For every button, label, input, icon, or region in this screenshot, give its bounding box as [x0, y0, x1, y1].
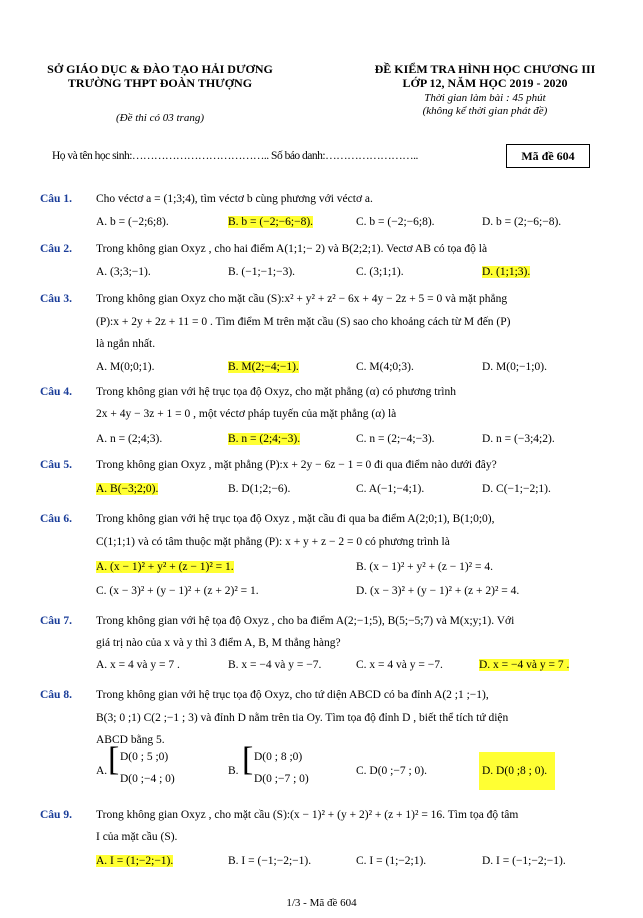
- grade-year: LỚP 12, NĂM HỌC 2019 - 2020: [402, 76, 568, 90]
- option-d-answer[interactable]: D. D(0 ;8 ; 0).: [479, 752, 555, 790]
- question-number: Câu 2.: [40, 243, 72, 255]
- question-text-line-1: Trong không gian với hệ trục tọa độ Oxyz , mặt cầu đi qua ba điểm A(2;0;1), B(1;0;0),: [96, 513, 495, 525]
- option-b-answer[interactable]: B. M(2;−4;−1).: [228, 361, 299, 373]
- question-number: Câu 4.: [40, 386, 72, 398]
- question-number: Câu 1.: [40, 193, 72, 205]
- question-number: Câu 3.: [40, 293, 72, 305]
- option-b-case-1: D(0 ; 8 ;0): [254, 751, 303, 763]
- option-a-case-1: D(0 ; 5 ;0): [120, 751, 169, 763]
- option-a[interactable]: A.: [96, 765, 108, 777]
- option-d[interactable]: D. b = (2;−6;−8).: [482, 216, 562, 228]
- option-c[interactable]: C. (3;1;1).: [356, 266, 404, 278]
- option-a-answer[interactable]: A. I = (1;−2;−1).: [96, 855, 174, 867]
- exam-title: ĐỀ KIỂM TRA HÌNH HỌC CHƯƠNG III: [374, 62, 596, 76]
- option-c[interactable]: C. I = (1;−2;1).: [356, 855, 427, 867]
- option-c[interactable]: C. b = (−2;−6;8).: [356, 216, 435, 228]
- question-text: Trong không gian Oxyz , mặt phẳng (P):x + 2y − 6z − 1 = 0 đi qua điểm nào dưới đây?: [96, 459, 497, 471]
- question-text-line-2: C(1;1;1) và có tâm thuộc mặt phẳng (P): x + y + z − 2 = 0 có phương trình là: [96, 536, 450, 548]
- option-a[interactable]: A. (3;3;−1).: [96, 266, 151, 278]
- option-c[interactable]: C. (x − 3)² + (y − 1)² + (z + 2)² = 1.: [96, 585, 259, 597]
- option-d-answer[interactable]: D. x = −4 và y = 7 .: [479, 659, 570, 671]
- bracket-icon: [: [242, 741, 254, 778]
- page-footer: 1/3 - Mã đề 604: [286, 897, 357, 909]
- option-a-answer[interactable]: A. B(−3;2;0).: [96, 483, 159, 495]
- question-number: Câu 9.: [40, 809, 72, 821]
- question-text-line-2: giá trị nào của x và y thì 3 điểm A, B, M thẳng hàng?: [96, 637, 341, 649]
- option-a-answer[interactable]: A. (x − 1)² + y² + (z − 1)² = 1.: [96, 561, 234, 573]
- school-name: TRƯỜNG THPT ĐOÀN THƯỢNG: [67, 76, 253, 90]
- exam-code-box: Mã đề 604: [506, 144, 590, 168]
- option-d[interactable]: D. M(0;−1;0).: [482, 361, 547, 373]
- question-text-line-3: ABCD bằng 5.: [96, 734, 165, 746]
- option-c[interactable]: C. x = 4 và y = −7.: [356, 659, 443, 671]
- question-number: Câu 5.: [40, 459, 72, 471]
- question-text-line-2: 2x + 4y − 3z + 1 = 0 , một véctơ pháp tuyến của mặt phẳng (α) là: [96, 408, 397, 420]
- option-a[interactable]: A. x = 4 và y = 7 .: [96, 659, 180, 671]
- question-text-line-3: là ngắn nhất.: [96, 338, 156, 350]
- question-text-line-2: B(3; 0 ;1) C(2 ;−1 ; 3) và đỉnh D nằm trên tia Oy. Tìm tọa độ đỉnh D , biết thể tích tứ diện: [96, 712, 509, 724]
- option-d[interactable]: D. n = (−3;4;2).: [482, 433, 555, 445]
- question-number: Câu 7.: [40, 615, 72, 627]
- option-d[interactable]: D. (x − 3)² + (y − 1)² + (z + 2)² = 4.: [356, 585, 520, 597]
- question-text-line-2: I của mặt cầu (S).: [96, 831, 178, 843]
- option-c[interactable]: C. D(0 ;−7 ; 0).: [356, 765, 428, 777]
- duration: Thời gian làm bài : 45 phút: [424, 92, 546, 104]
- option-b[interactable]: B.: [228, 765, 239, 777]
- question-text-line-1: Trong không gian với hệ tọa độ Oxyz , cho ba điểm A(2;−1;5), B(5;−5;7) và M(x;y;1). Với: [96, 615, 515, 627]
- question-number: Câu 6.: [40, 513, 72, 525]
- option-a-case-2: D(0 ;−4 ; 0): [120, 773, 175, 785]
- option-b[interactable]: B. (x − 1)² + y² + (z − 1)² = 4.: [356, 561, 493, 573]
- bracket-icon: [: [108, 741, 120, 778]
- option-b[interactable]: B. (−1;−1;−3).: [228, 266, 296, 278]
- option-b[interactable]: B. D(1;2;−6).: [228, 483, 291, 495]
- question-text-line-1: Trong không gian với hệ trục tọa độ Oxyz, cho tứ diện ABCD có ba đỉnh A(2 ;1 ;−1),: [96, 689, 489, 701]
- question-text-line-1: Trong không gian Oxyz cho mặt cầu (S):x² + y² + z² − 6x + 4y − 2z + 5 = 0 và mặt phẳng: [96, 293, 508, 305]
- option-a[interactable]: A. b = (−2;6;8).: [96, 216, 169, 228]
- option-b-answer[interactable]: B. b = (−2;−6;−8).: [228, 216, 314, 228]
- option-b-case-2: D(0 ;−7 ; 0): [254, 773, 309, 785]
- option-c[interactable]: C. A(−1;−4;1).: [356, 483, 425, 495]
- option-c[interactable]: C. n = (2;−4;−3).: [356, 433, 435, 445]
- option-b-answer[interactable]: B. n = (2;4;−3).: [228, 433, 301, 445]
- pages-note: (Đề thi có 03 trang): [116, 112, 204, 124]
- option-c[interactable]: C. M(4;0;3).: [356, 361, 414, 373]
- option-d-answer[interactable]: D. (1;1;3).: [482, 266, 531, 278]
- question-text: Cho véctơ a = (1;3;4), tìm véctơ b cùng phương với véctơ a.: [96, 193, 373, 205]
- question-text-line-1: Trong không gian Oxyz , cho mặt cầu (S):(x − 1)² + (y + 2)² + (z + 1)² = 16. Tìm tọa độ tâm: [96, 809, 519, 821]
- question-text: Trong không gian Oxyz , cho hai điểm A(1;1;− 2) và B(2;2;1). Vectơ AB có tọa độ là: [96, 243, 488, 255]
- option-d[interactable]: D. C(−1;−2;1).: [482, 483, 551, 495]
- option-b[interactable]: B. I = (−1;−2;−1).: [228, 855, 312, 867]
- option-b[interactable]: B. x = −4 và y = −7.: [228, 659, 322, 671]
- student-info-line[interactable]: Họ và tên học sinh:……………………………….. Số báo danh:……………………..: [52, 150, 418, 162]
- duration-note: (không kể thời gian phát đề): [422, 105, 548, 117]
- question-text-line-1: Trong không gian với hệ trục tọa độ Oxyz, cho mặt phẳng (α) có phương trình: [96, 386, 456, 398]
- question-text-line-2: (P):x + 2y + 2z + 11 = 0 . Tìm điểm M trên mặt cầu (S) sao cho khoảng cách từ M đến (P): [96, 316, 511, 328]
- question-number: Câu 8.: [40, 689, 72, 701]
- option-a[interactable]: A. n = (2;4;3).: [96, 433, 163, 445]
- department-name: SỞ GIÁO DỤC & ĐÀO TẠO HẢI DƯƠNG: [47, 62, 273, 76]
- option-a[interactable]: A. M(0;0;1).: [96, 361, 155, 373]
- option-d[interactable]: D. I = (−1;−2;−1).: [482, 855, 566, 867]
